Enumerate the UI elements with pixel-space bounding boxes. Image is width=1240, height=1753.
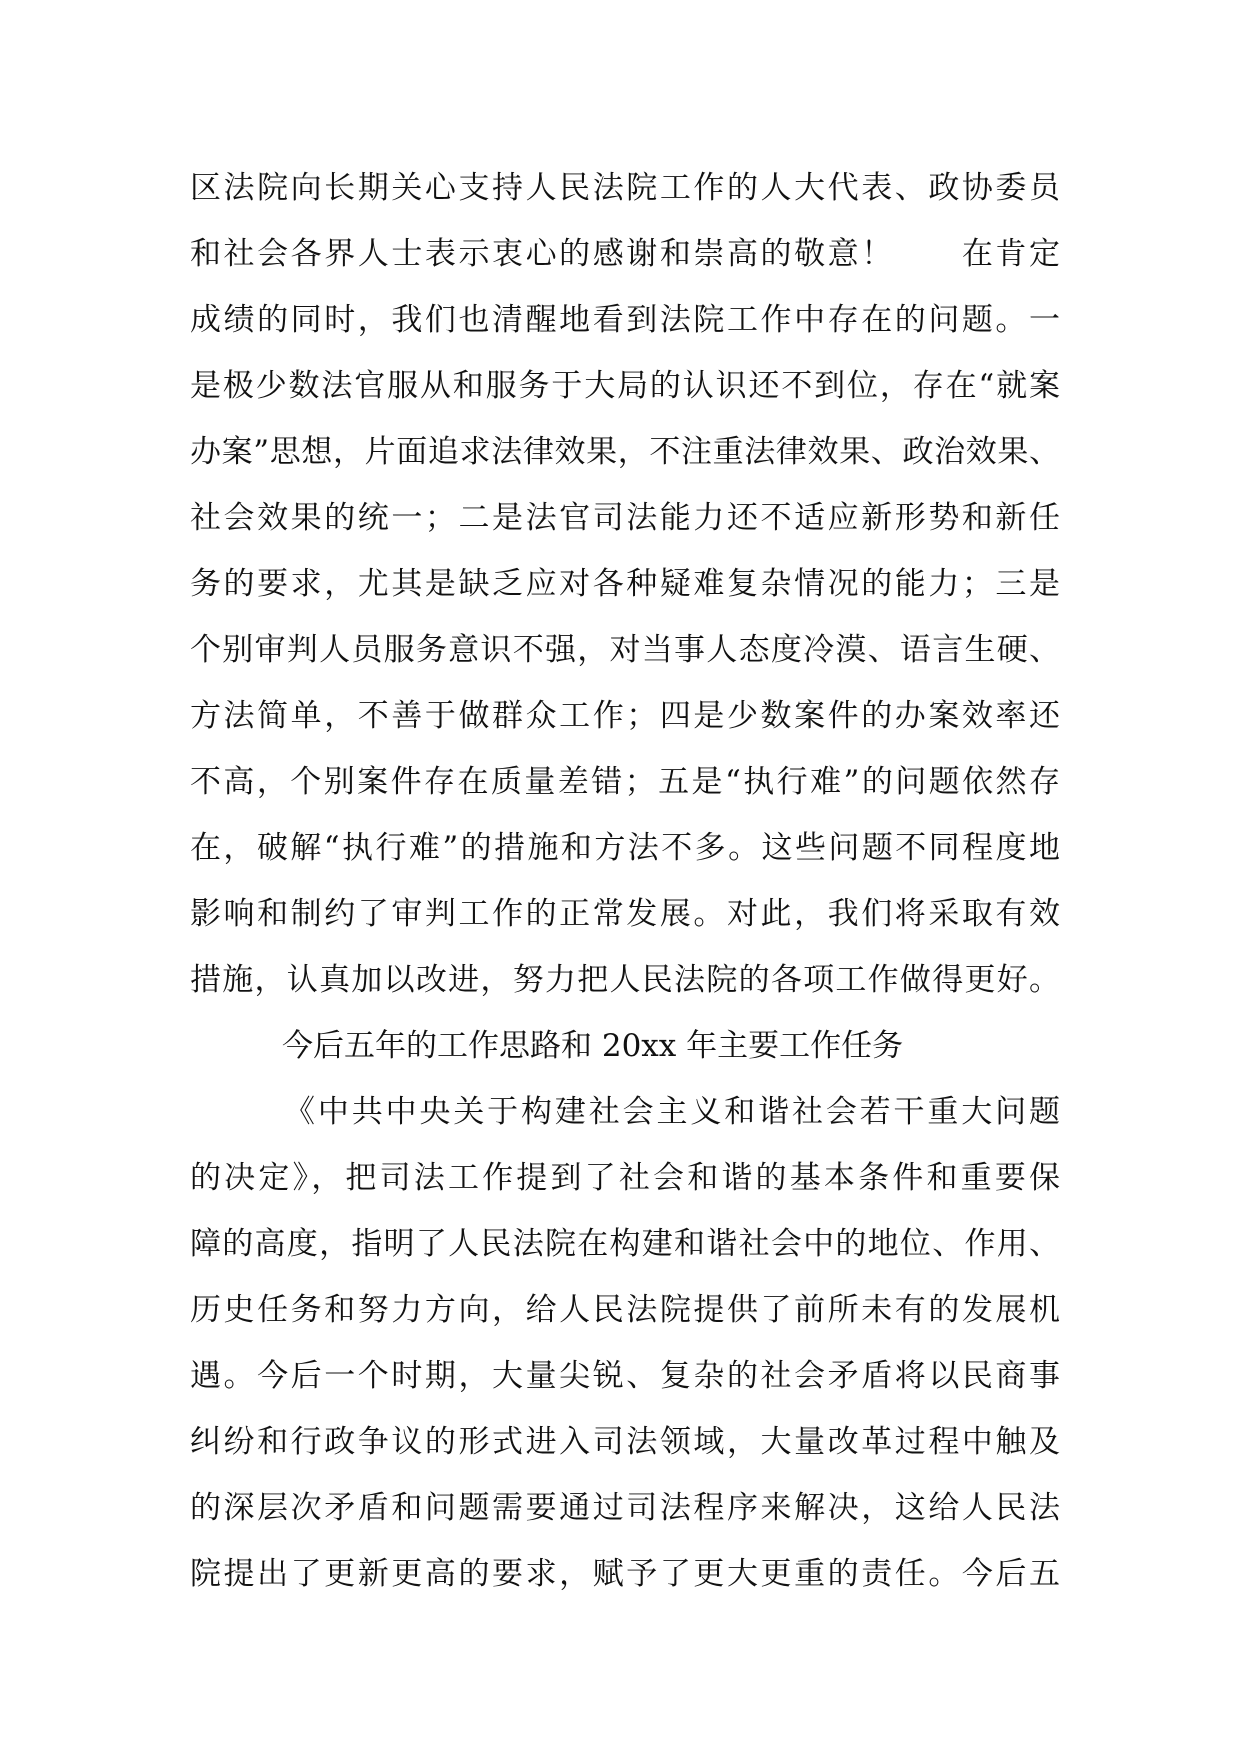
text-line: 历史任务和努力方向，给人民法院提供了前所未有的发展机: [190, 1292, 1060, 1328]
text-line: 区法院向长期关心支持人民法院工作的人大代表、政协委员: [190, 170, 1060, 206]
text-line: 影响和制约了审判工作的正常发展。对此，我们将采取有效: [190, 896, 1060, 932]
text-line: 遇。今后一个时期，大量尖锐、复杂的社会矛盾将以民商事: [190, 1358, 1060, 1394]
text-line: 的决定》，把司法工作提到了社会和谐的基本条件和重要保: [190, 1160, 1060, 1196]
text-line: 是极少数法官服从和服务于大局的认识还不到位，存在“就案: [190, 368, 1060, 404]
text-line: 不高，个别案件存在质量差错；五是“执行难”的问题依然存: [190, 764, 1060, 800]
text-line: 障的高度，指明了人民法院在构建和谐社会中的地位、作用、: [190, 1226, 1060, 1262]
text-line: 务的要求，尤其是缺乏应对各种疑难复杂情况的能力；三是: [190, 566, 1060, 602]
text-line: 成绩的同时，我们也清醒地看到法院工作中存在的问题。一: [190, 302, 1060, 338]
text-line: 方法简单，不善于做群众工作；四是少数案件的办案效率还: [190, 698, 1060, 734]
text-line: 和社会各界人士表示衷心的感谢和崇高的敬意！ 在肯定: [190, 236, 1060, 272]
text-line: 院提出了更新更高的要求，赋予了更大更重的责任。今后五: [190, 1556, 1060, 1592]
text-line: 办案”思想，片面追求法律效果，不注重法律效果、政治效果、: [190, 434, 1060, 470]
text-line: 措施，认真加以改进，努力把人民法院的各项工作做得更好。: [190, 962, 1060, 998]
section-heading: 今后五年的工作思路和 20xx 年主要工作任务: [282, 1028, 904, 1064]
text-line: 社会效果的统一；二是法官司法能力还不适应新形势和新任: [190, 500, 1060, 536]
text-line: 个别审判人员服务意识不强，对当事人态度冷漠、语言生硬、: [190, 632, 1060, 668]
text-line: 在，破解“执行难”的措施和方法不多。这些问题不同程度地: [190, 830, 1060, 866]
body-text: [190, 155, 1060, 1607]
text-line: 的深层次矛盾和问题需要通过司法程序来解决，这给人民法: [190, 1490, 1060, 1526]
text-line: 纠纷和行政争议的形式进入司法领域，大量改革过程中触及: [190, 1424, 1060, 1460]
text-line: 《中共中央关于构建社会主义和谐社会若干重大问题: [284, 1094, 1060, 1130]
